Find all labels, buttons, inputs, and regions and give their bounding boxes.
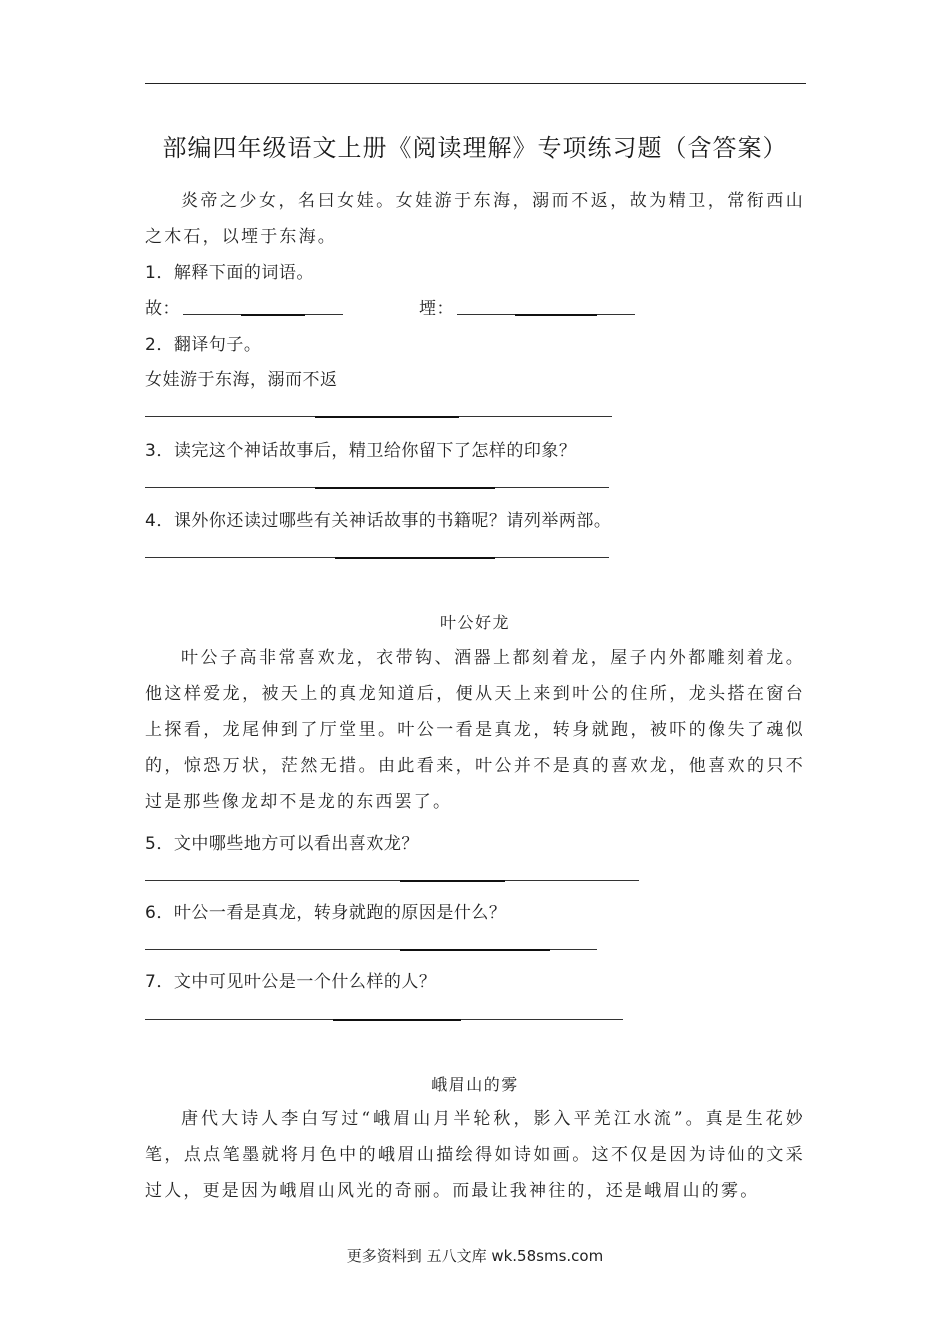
question-5: 5．文中哪些地方可以看出喜欢龙？	[145, 834, 419, 854]
passage-yegong: 叶公子高非常喜欢龙，衣带钩、酒器上都刻着龙，屋子内外都雕刻着龙。他这样爱龙，被天上的真龙知道后，便从天上来到叶公的住所，龙头搭在窗台上探看，龙尾伸到了厅堂里。叶公一看是真龙，转身就跑，被吓的像失了魂似的，惊恐万状，茫然无措。由此看来，叶公并不是真的喜欢龙，他喜欢的只不过是那些像龙却不是龙的东西罢了。	[145, 648, 805, 812]
question-1: 1．解释下面的词语。	[145, 263, 314, 283]
question-6: 6．叶公一看是真龙，转身就跑的原因是什么？	[145, 903, 507, 923]
answer-line-yin[interactable]	[457, 314, 635, 315]
q1-item-gu: 故：	[145, 299, 180, 319]
answer-line-gu[interactable]	[183, 314, 343, 315]
page-title: 部编四年级语文上册《阅读理解》专项练习题（含答案）	[162, 134, 788, 162]
question-4: 4．课外你还读过哪些有关神话故事的书籍呢？请列举两部。	[145, 511, 612, 531]
q2-sentence: 女娃游于东海，溺而不返	[145, 370, 338, 390]
question-3: 3．读完这个神话故事后，精卫给你留下了怎样的印象？	[145, 441, 577, 461]
q1-item-yin: 堙：	[419, 299, 454, 319]
answer-line-q2[interactable]	[145, 416, 612, 417]
passage-emei: 唐代大诗人李白写过“峨眉山月半轮秋，影入平羌江水流”。真是生花妙笔，点点笔墨就将月色中的峨眉山描绘得如诗如画。这不仅是因为诗仙的文采过人，更是因为峨眉山风光的奇丽。而最让我神往的，还是峨眉山的雾。	[145, 1109, 805, 1201]
answer-line-q5[interactable]	[145, 880, 639, 881]
heading-yegong: 叶公好龙	[439, 613, 510, 632]
question-7: 7．文中可见叶公是一个什么样的人？	[145, 972, 437, 992]
heading-emei: 峨眉山的雾	[431, 1075, 519, 1094]
answer-line-q4[interactable]	[145, 557, 609, 558]
header-rule	[145, 83, 806, 84]
passage-jingwei: 炎帝之少女，名曰女娃。女娃游于东海，溺而不返，故为精卫，常衔西山之木石，以堙于东海。	[145, 191, 805, 247]
footer-note: 更多资料到 五八文库 wk.58sms.com	[346, 1247, 604, 1265]
answer-line-q6[interactable]	[145, 949, 597, 950]
answer-line-q7[interactable]	[145, 1019, 623, 1020]
question-2: 2．翻译句子。	[145, 335, 262, 355]
answer-line-q3[interactable]	[145, 487, 609, 488]
